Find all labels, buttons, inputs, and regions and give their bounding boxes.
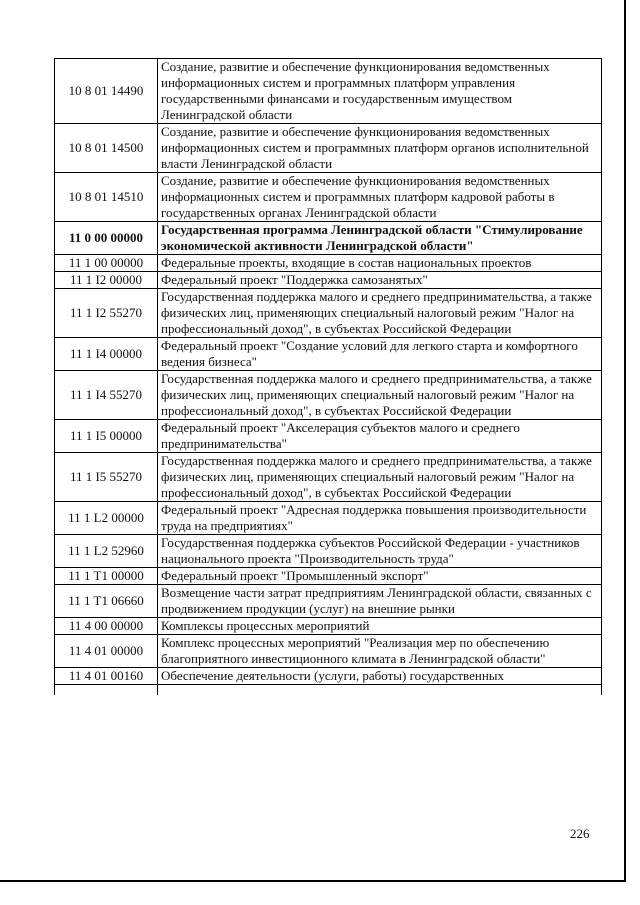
code-cell: 11 1 I2 00000 bbox=[55, 272, 158, 289]
code-cell: 11 4 01 00000 bbox=[55, 635, 158, 668]
table-row bbox=[55, 289, 602, 338]
table-row bbox=[55, 502, 602, 535]
code-cell: 11 1 I5 00000 bbox=[55, 420, 158, 453]
description-cell: Возмещение части затрат предприятиям Ленинградской области, связанных с продвижением продукции (услуг) на внешние рынки bbox=[158, 585, 602, 618]
code-cell: 11 1 I2 55270 bbox=[55, 289, 158, 338]
description-cell: Создание, развитие и обеспечение функционирования ведомственных информационных систем и программных платформ управления государственными финансами и государственным имуществом Ленинградской области bbox=[158, 59, 602, 124]
code-cell: 11 4 01 00160 bbox=[55, 668, 158, 685]
table-row bbox=[55, 535, 602, 568]
description-cell: Создание, развитие и обеспечение функционирования ведомственных информационных систем и программных платформ органов исполнительной власти Ленинградской области bbox=[158, 124, 602, 173]
description-cell: Государственная поддержка субъектов Российской Федерации - участников национального проекта "Производительность труда" bbox=[158, 535, 602, 568]
code-cell: 11 1 L2 52960 bbox=[55, 535, 158, 568]
description-cell: Федеральный проект "Промышленный экспорт" bbox=[158, 568, 602, 585]
table-row bbox=[55, 635, 602, 668]
table-row bbox=[55, 585, 602, 618]
table-row bbox=[55, 338, 602, 371]
code-cell-continuation bbox=[55, 685, 158, 696]
description-cell: Государственная поддержка малого и среднего предпринимательства, а также физических лиц, применяющих специальный налоговый режим "Налог на профессиональный доход", в субъектах Российской Федерации bbox=[158, 453, 602, 502]
table-row bbox=[55, 59, 602, 124]
description-cell: Государственная поддержка малого и среднего предпринимательства, а также физических лиц, применяющих специальный налоговый режим "Налог на профессиональный доход", в субъектах Российской Федерации bbox=[158, 371, 602, 420]
description-cell: Создание, развитие и обеспечение функционирования ведомственных информационных систем и программных платформ кадровой работы в государственных органах Ленинградской области bbox=[158, 173, 602, 222]
code-cell: 11 1 I4 00000 bbox=[55, 338, 158, 371]
description-cell: Обеспечение деятельности (услуги, работы) государственных bbox=[158, 668, 602, 685]
code-cell: 11 1 L2 00000 bbox=[55, 502, 158, 535]
description-cell: Федеральный проект "Поддержка самозанятых" bbox=[158, 272, 602, 289]
table-row bbox=[55, 272, 602, 289]
table-row-continuation bbox=[55, 685, 602, 696]
code-cell: 11 1 I5 55270 bbox=[55, 453, 158, 502]
code-cell: 10 8 01 14500 bbox=[55, 124, 158, 173]
code-cell: 11 1 I4 55270 bbox=[55, 371, 158, 420]
table-row bbox=[55, 222, 602, 255]
description-cell: Государственная поддержка малого и среднего предпринимательства, а также физических лиц, применяющих специальный налоговый режим "Налог на профессиональный доход", в субъектах Российской Федерации bbox=[158, 289, 602, 338]
code-cell: 10 8 01 14510 bbox=[55, 173, 158, 222]
description-cell: Государственная программа Ленинградской области "Стимулирование экономической активности Ленинградской области" bbox=[158, 222, 602, 255]
table-row bbox=[55, 255, 602, 272]
description-cell-continuation bbox=[158, 685, 602, 696]
code-cell: 10 8 01 14490 bbox=[55, 59, 158, 124]
page-edge-right bbox=[624, 0, 626, 880]
description-cell: Федеральный проект "Адресная поддержка повышения производительности труда на предприятиях" bbox=[158, 502, 602, 535]
page-number: 226 bbox=[570, 826, 590, 841]
code-cell: 11 1 T1 00000 bbox=[55, 568, 158, 585]
table-row bbox=[55, 371, 602, 420]
code-cell: 11 1 00 00000 bbox=[55, 255, 158, 272]
description-cell: Федеральные проекты, входящие в состав национальных проектов bbox=[158, 255, 602, 272]
table-row bbox=[55, 124, 602, 173]
budget-code-table bbox=[54, 58, 602, 695]
table-row bbox=[55, 420, 602, 453]
table-row bbox=[55, 668, 602, 685]
description-cell: Федеральный проект "Создание условий для легкого старта и комфортного ведения бизнеса" bbox=[158, 338, 602, 371]
table-row bbox=[55, 618, 602, 635]
table-row bbox=[55, 173, 602, 222]
code-cell: 11 0 00 00000 bbox=[55, 222, 158, 255]
description-cell: Комплексы процессных мероприятий bbox=[158, 618, 602, 635]
table-row bbox=[55, 568, 602, 585]
description-cell: Федеральный проект "Акселерация субъектов малого и среднего предпринимательства" bbox=[158, 420, 602, 453]
page-edge-bottom bbox=[0, 880, 626, 882]
code-cell: 11 1 T1 06660 bbox=[55, 585, 158, 618]
description-cell: Комплекс процессных мероприятий "Реализация мер по обеспечению благоприятного инвестиционного климата в Ленинградской области" bbox=[158, 635, 602, 668]
table-row bbox=[55, 453, 602, 502]
code-cell: 11 4 00 00000 bbox=[55, 618, 158, 635]
